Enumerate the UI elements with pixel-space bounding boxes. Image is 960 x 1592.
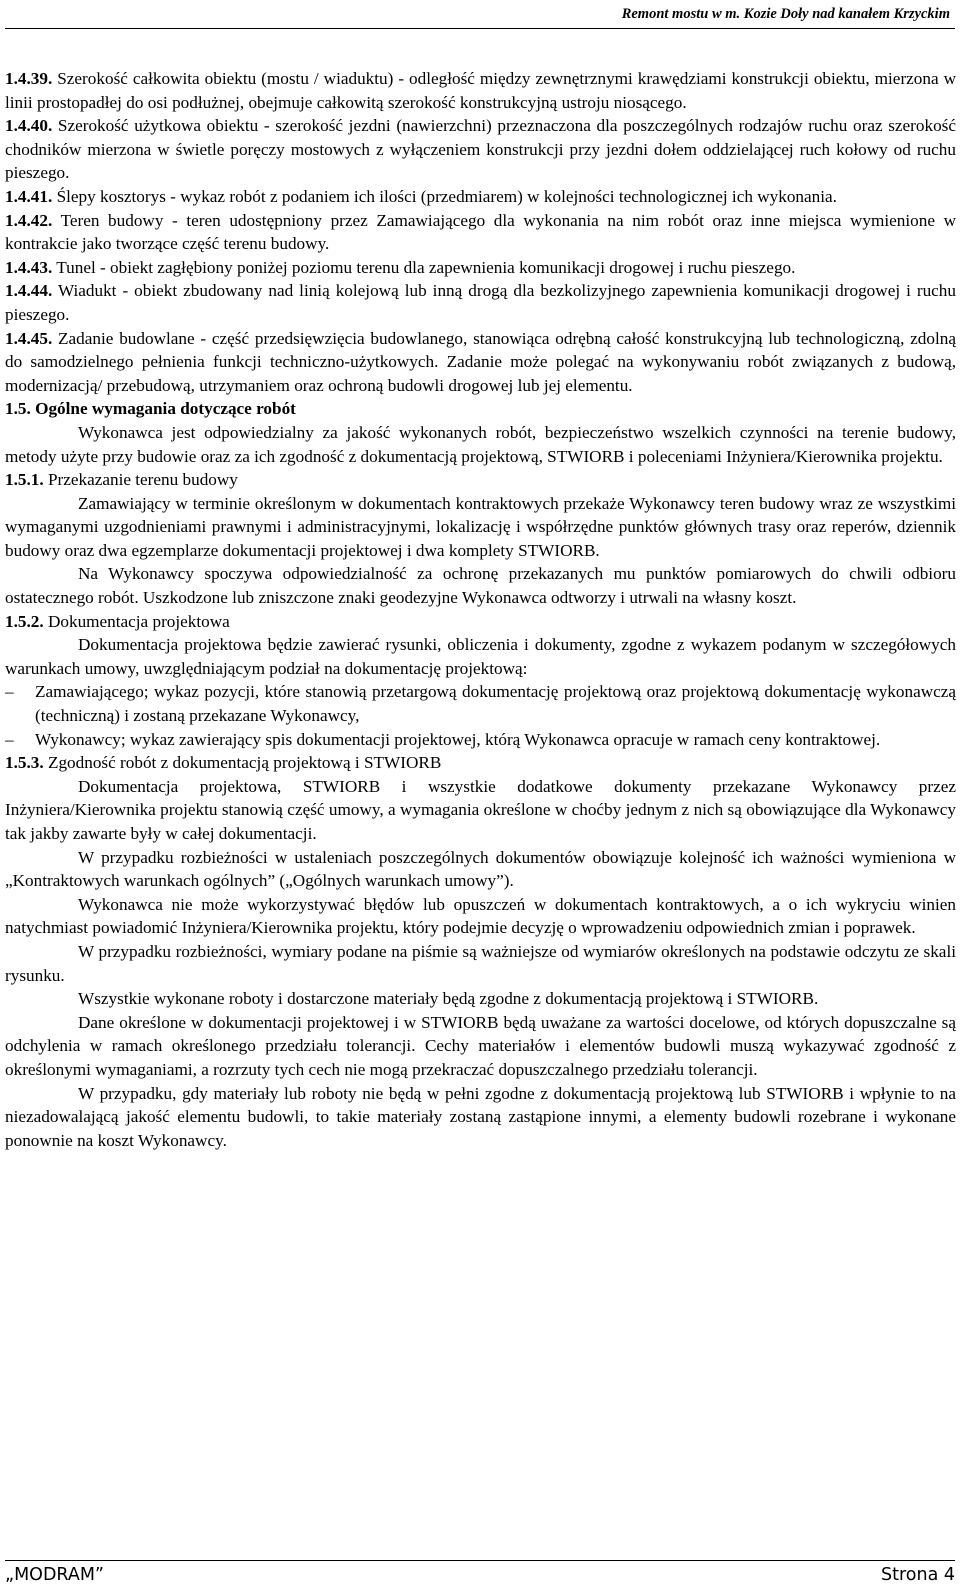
section-number: 1.5. (5, 399, 31, 419)
paragraph: Dane określone w dokumentacji projektowej i w STWIORB będą uważane za wartości docelowe, od których dopuszczalne są odchylenia w ramach określonego przedziału tolerancji. Cechy materiałów i elementów budowli muszą wykazywać zgodność z określonymi wymaganiami, a rozrzuty tych cech nie mogą przekraczać dopuszczalnego przedziału tolerancji. (5, 1012, 956, 1079)
paragraph: Wszystkie wykonane roboty i dostarczone materiały będą zgodne z dokumentacją projektową i STWIORB. (78, 989, 819, 1009)
definition-number: 1.4.41. (5, 186, 53, 206)
definition-number: 1.4.40. (5, 116, 53, 136)
document-body (5, 67, 956, 1152)
definition-1-4-39 (5, 67, 956, 114)
bullet-dash: – (5, 729, 14, 749)
section-number: 1.5.2. (5, 611, 44, 631)
definition-number: 1.4.44. (5, 281, 53, 301)
definition-text: Zadanie budowlane - część przedsięwzięcia budowlanego, stanowiąca odrębną całość konstrukcyjną lub technologiczną, zdolną do samodzielnego pełnienia funkcji techniczno-użytkowych. Zadanie może polegać na wykonywaniu robót związanych z budową, modernizacją/ przebudową, utrzymaniem oraz ochroną budowli drogowej lub jej elementu. (5, 328, 956, 395)
definition-1-4-44 (5, 279, 956, 326)
section-title: Dokumentacja projektowa (43, 611, 230, 631)
list-item (5, 680, 956, 727)
section-title: Zgodność robót z dokumentacją projektową i STWIORB (43, 753, 442, 773)
list-item (5, 728, 956, 752)
definition-1-4-42 (5, 209, 956, 256)
paragraph: Dokumentacja projektowa będzie zawierać rysunki, obliczenia i dokumenty, zgodne z wykazem podanym w szczegółowych warunkach umowy, uwzględniającym podział na dokumentację projektową: (5, 635, 956, 678)
section-title: Przekazanie terenu budowy (43, 470, 238, 490)
page-number: Strona 4 (881, 1565, 955, 1585)
definition-1-4-45 (5, 327, 956, 398)
section-number: 1.5.3. (5, 753, 44, 773)
paragraph: Na Wykonawcy spoczywa odpowiedzialność za ochronę przekazanych mu punktów pomiarowych do chwili odbioru ostatecznego robót. Uszkodzone lub zniszczone znaki geodezyjne Wykonawca odtworzy i utrwali na własny koszt. (5, 564, 956, 608)
paragraph: Wykonawca jest odpowiedzialny za jakość wykonanych robót, bezpieczeństwo wszelkich czynności na terenie budowy, metody użyte przy budowie oraz za ich zgodność z dokumentacją projektową, STWIORB i poleceniami Inżyniera/Kierownika projektu. (5, 422, 956, 466)
definition-1-4-43 (5, 256, 956, 280)
section-number: 1.5.1. (5, 470, 44, 490)
paragraph: Wykonawca nie może wykorzystywać błędów lub opuszczeń w dokumentach kontraktowych, a o ich wykryciu winien natychmiast powiadomić Inżyniera/Kierownika projektu, który podejmie decyzję o wprowadzeniu odpowiednich zmian i poprawek. (5, 894, 956, 938)
definition-text: Wiadukt - obiekt zbudowany nad linią kolejową lub inną drogą dla bezkolizyjnego zapewnienia komunikacji drogowej i ruchu pieszego. (5, 281, 956, 324)
section-heading-1-5-2 (5, 610, 956, 634)
section-heading-1-5-1 (5, 468, 956, 492)
section-heading-1-5 (5, 397, 956, 421)
page-header-title: Remont mostu w m. Kozie Doły nad kanałem Krzyckim (621, 6, 950, 22)
paragraph: Zamawiający w terminie określonym w dokumentach kontraktowych przekaże Wykonawcy teren budowy wraz ze wszystkimi wymaganymi uzgodnieniami prawnymi i administracyjnymi, lokalizację i współrzędne punktów głównych trasy oraz reperów, dziennik budowy oraz dwa egzemplarze dokumentacji projektowej i dwa komplety STWIORB. (5, 493, 956, 560)
definition-text: Teren budowy - teren udostępniony przez Zamawiającego dla wykonania na nim robót oraz inne miejsca wymienione w kontrakcie jako tworzące część terenu budowy. (5, 210, 956, 254)
definition-text: Ślepy kosztorys - wykaz robót z podaniem ich ilości (przedmiarem) w kolejności technologicznej ich wykonania. (52, 186, 837, 206)
header-rule (5, 28, 955, 29)
paragraph: W przypadku, gdy materiały lub roboty nie będą w pełni zgodne z dokumentacją projektową lub STWIORB i wpłynie to na niezadowalającą jakość elementu budowli, to takie materiały zostaną zastąpione innymi, a elementy budowli rozebrane i wykonane ponownie na koszt Wykonawcy. (5, 1083, 956, 1150)
bullet-dash: – (5, 682, 14, 702)
definition-text: Szerokość użytkowa obiektu - szerokość jezdni (nawierzchni) przeznaczona dla poszczególnych rodzajów ruchu oraz szerokość chodników mierzona w świetle poręczy mostowych z wyłączeniem konstrukcji przy jezdni dołem oddzielającej ruch kołowy od ruchu pieszego. (5, 116, 956, 183)
definition-text: Szerokość całkowita obiektu (mostu / wiaduktu) - odległość między zewnętrznymi krawędziami konstrukcji obiektu, mierzona w linii prostopadłej do osi podłużnej, obejmuje całkowitą szerokość konstrukcyjną ustroju niosącego. (5, 69, 956, 112)
definition-1-4-40 (5, 114, 956, 185)
footer-rule (5, 1560, 955, 1561)
footer-company: „MODRAM” (5, 1565, 105, 1585)
section-heading-1-5-3 (5, 751, 956, 775)
definition-1-4-41 (5, 185, 956, 209)
paragraph: Dokumentacja projektowa, STWIORB i wszystkie dodatkowe dokumenty przekazane Wykonawcy przez Inżyniera/Kierownika projektu stanowią część umowy, a wymagania określone w choćby jednym z nich są obowiązujące dla Wykonawcy tak jakby zawarte były w całej dokumentacji. (5, 776, 956, 843)
paragraph: W przypadku rozbieżności w ustaleniach poszczególnych dokumentów obowiązuje kolejność ich ważności wymieniona w „Kontraktowych warunkach ogólnych” („Ogólnych warunkach umowy”). (5, 847, 956, 891)
paragraph: W przypadku rozbieżności, wymiary podane na piśmie są ważniejsze od wymiarów określonych na podstawie odczytu ze skali rysunku. (5, 941, 956, 985)
definition-number: 1.4.43. (5, 257, 53, 277)
definition-number: 1.4.45. (5, 328, 53, 348)
definition-text: Tunel - obiekt zagłębiony poniżej poziomu terenu dla zapewnienia komunikacji drogowej i ruchu pieszego. (52, 257, 796, 277)
definition-number: 1.4.42. (5, 210, 53, 230)
section-title: Ogólne wymagania dotyczące robót (30, 399, 296, 419)
definition-number: 1.4.39. (5, 69, 53, 88)
list-item-text: Zamawiającego; wykaz pozycji, które stanowią przetargową dokumentację projektową oraz projektową dokumentację wykonawczą (techniczną) i zostaną przekazane Wykonawcy, (35, 682, 956, 726)
list-item-text: Wykonawcy; wykaz zawierający spis dokumentacji projektowej, którą Wykonawca opracuje w ramach ceny kontraktowej. (35, 729, 881, 749)
